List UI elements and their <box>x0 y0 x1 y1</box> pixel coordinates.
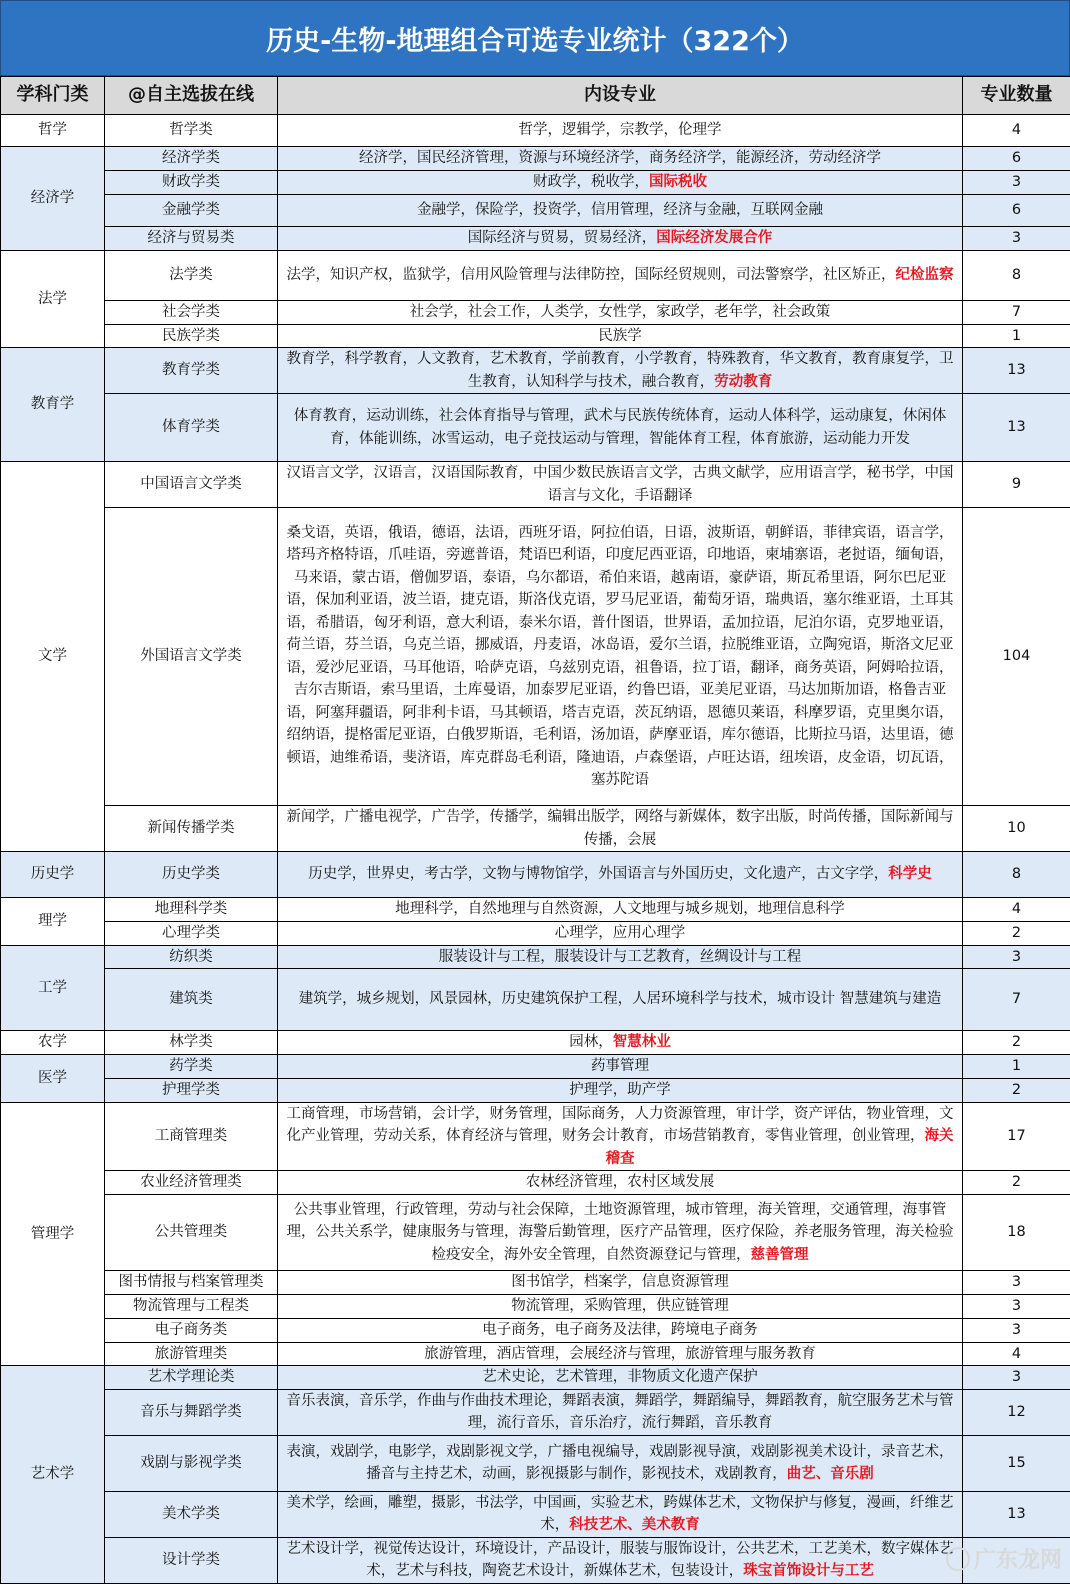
discipline-cell: 经济学 <box>1 147 105 251</box>
table-row <box>1 1435 1070 1491</box>
majors-cell <box>278 922 963 946</box>
table-row <box>1 922 1070 946</box>
majors-cell <box>278 1366 963 1390</box>
table-row <box>1 1171 1070 1195</box>
discipline-cell: 理学 <box>1 898 105 946</box>
count-cell: 2 <box>963 922 1070 946</box>
majors-cell <box>278 898 963 922</box>
majors-cell <box>278 170 963 194</box>
watermark-logo-icon <box>946 1547 970 1571</box>
count-cell: 13 <box>963 394 1070 462</box>
discipline-cell: 农学 <box>1 1031 105 1055</box>
majors-cell <box>278 852 963 898</box>
table-row <box>1 1342 1070 1366</box>
majors-text: 财政学，税收学， <box>533 174 649 190</box>
table-row <box>1 1318 1070 1342</box>
class-cell: 教育学类 <box>105 348 278 394</box>
majors-cell <box>278 945 963 969</box>
table-row <box>1 898 1070 922</box>
count-cell: 6 <box>963 194 1070 226</box>
majors-text: 国际经济与贸易，贸易经济， <box>468 230 657 246</box>
class-cell: 财政学类 <box>105 170 278 194</box>
majors-cell <box>278 115 963 147</box>
highlight-major: 慈善管理 <box>751 1247 809 1263</box>
majors-text: 工商管理，市场营销，会计学，财务管理，国际商务，人力资源管理，审计学，资产评估，物业管理，文化产业管理，劳动关系，体育经济与管理，财务会计教育，市场营销教育，零售业管理，创业管理， <box>287 1106 954 1145</box>
class-cell: 纺织类 <box>105 945 278 969</box>
table-row <box>1 1366 1070 1390</box>
table-row <box>1 969 1070 1031</box>
count-cell: 104 <box>963 508 1070 806</box>
table-row <box>1 170 1070 194</box>
count-cell: 1 <box>963 324 1070 348</box>
table-row <box>1 147 1070 171</box>
class-cell: 农业经济管理类 <box>105 1171 278 1195</box>
majors-text: 法学，知识产权，监狱学，信用风险管理与法律防控，国际经贸规则，司法警察学，社区矫正， <box>287 267 896 283</box>
highlight-major: 劳动教育 <box>714 374 772 390</box>
table-row <box>1 1295 1070 1319</box>
class-cell: 美术学类 <box>105 1491 278 1537</box>
count-cell: 13 <box>963 348 1070 394</box>
majors-cell <box>278 1491 963 1537</box>
class-cell: 音乐与舞蹈学类 <box>105 1389 278 1435</box>
majors-cell <box>278 508 963 806</box>
majors-cell <box>278 1295 963 1319</box>
table-row <box>1 1537 1070 1583</box>
table-row <box>1 462 1070 508</box>
majors-cell <box>278 147 963 171</box>
count-cell: 8 <box>963 852 1070 898</box>
table-row <box>1 1031 1070 1055</box>
table-row <box>1 300 1070 324</box>
discipline-cell: 法学 <box>1 250 105 348</box>
highlight-major: 科学史 <box>888 866 932 882</box>
majors-text: 汉语言文学，汉语言，汉语国际教育，中国少数民族语言文学，古典文献学，应用语言学，秘书学，中国语言与文化，手语翻译 <box>287 465 954 504</box>
count-cell: 17 <box>963 1102 1070 1171</box>
class-cell: 物流管理与工程类 <box>105 1295 278 1319</box>
table-row <box>1 945 1070 969</box>
majors-text: 图书馆学，档案学，信息资源管理 <box>511 1274 729 1290</box>
count-cell: 4 <box>963 115 1070 147</box>
count-cell: 9 <box>963 462 1070 508</box>
count-cell: 10 <box>963 806 1070 852</box>
count-cell: 2 <box>963 1031 1070 1055</box>
majors-text: 服装设计与工程，服装设计与工艺教育，丝绸设计与工程 <box>439 949 802 965</box>
count-cell: 3 <box>963 170 1070 194</box>
class-cell: 外国语言文学类 <box>105 508 278 806</box>
majors-text: 艺术史论，艺术管理，非物质文化遗产保护 <box>482 1369 758 1385</box>
highlight-major: 科技艺术、美术教育 <box>569 1517 700 1533</box>
highlight-major: 珠宝首饰设计与工艺 <box>743 1563 874 1579</box>
majors-text: 园林， <box>569 1034 613 1050</box>
header-discipline: 学科门类 <box>1 77 105 115</box>
majors-text: 建筑学，城乡规划，风景园林，历史建筑保护工程，人居环境科学与技术，城市设计 智慧建筑与建造 <box>299 991 942 1007</box>
class-cell: 心理学类 <box>105 922 278 946</box>
majors-cell <box>278 394 963 462</box>
majors-text: 美术学，绘画，雕塑，摄影，书法学，中国画，实验艺术，跨媒体艺术，文物保护与修复，漫画，纤维艺术， <box>287 1495 954 1534</box>
watermark-text: 广东龙网 <box>974 1543 1062 1574</box>
class-cell: 社会学类 <box>105 300 278 324</box>
discipline-cell: 管理学 <box>1 1102 105 1366</box>
majors-text: 农林经济管理，农村区域发展 <box>526 1174 715 1190</box>
majors-table <box>0 76 1070 1584</box>
count-cell: 18 <box>963 1195 1070 1271</box>
discipline-cell: 工学 <box>1 945 105 1031</box>
majors-text: 体育教育，运动训练，社会体育指导与管理，武术与民族传统体育，运动人体科学，运动康复，休闲体育，体能训练，冰雪运动，电子竞技运动与管理，智能体育工程，体育旅游，运动能力开发 <box>294 408 947 447</box>
count-cell: 8 <box>963 250 1070 300</box>
table-row <box>1 226 1070 250</box>
highlight-major: 国际经济发展合作 <box>656 230 772 246</box>
class-cell: 体育学类 <box>105 394 278 462</box>
majors-text: 电子商务，电子商务及法律，跨境电子商务 <box>482 1322 758 1338</box>
majors-cell <box>278 1435 963 1491</box>
discipline-cell: 艺术学 <box>1 1366 105 1584</box>
class-cell: 新闻传播学类 <box>105 806 278 852</box>
highlight-major: 纪检监察 <box>896 267 954 283</box>
table-row <box>1 1389 1070 1435</box>
majors-cell <box>278 462 963 508</box>
highlight-major: 国际税收 <box>649 174 707 190</box>
class-cell: 哲学类 <box>105 115 278 147</box>
table-row <box>1 806 1070 852</box>
majors-text: 物流管理，采购管理，供应链管理 <box>511 1298 729 1314</box>
discipline-cell: 医学 <box>1 1055 105 1103</box>
majors-text: 表演，戏剧学，电影学，戏剧影视文学，广播电视编导，戏剧影视导演，戏剧影视美术设计，录音艺术，播音与主持艺术，动画，影视摄影与制作，影视技术，戏剧教育， <box>287 1444 954 1483</box>
majors-cell <box>278 1171 963 1195</box>
class-cell: 历史学类 <box>105 852 278 898</box>
class-cell: 公共管理类 <box>105 1195 278 1271</box>
class-cell: 经济学类 <box>105 147 278 171</box>
header-count: 专业数量 <box>963 77 1070 115</box>
class-cell: 工商管理类 <box>105 1102 278 1171</box>
table-row <box>1 1491 1070 1537</box>
majors-cell <box>278 806 963 852</box>
count-cell: 3 <box>963 945 1070 969</box>
count-cell: 3 <box>963 1366 1070 1390</box>
majors-cell <box>278 1271 963 1295</box>
majors-cell <box>278 194 963 226</box>
discipline-cell: 教育学 <box>1 348 105 462</box>
class-cell: 戏剧与影视学类 <box>105 1435 278 1491</box>
count-cell: 4 <box>963 898 1070 922</box>
table-row <box>1 1055 1070 1079</box>
majors-text: 旅游管理，酒店管理，会展经济与管理，旅游管理与服务教育 <box>424 1346 816 1362</box>
class-cell: 林学类 <box>105 1031 278 1055</box>
count-cell: 15 <box>963 1435 1070 1491</box>
majors-text: 社会学，社会工作，人类学，女性学，家政学，老年学，社会政策 <box>410 304 831 320</box>
class-cell: 金融学类 <box>105 194 278 226</box>
class-cell: 电子商务类 <box>105 1318 278 1342</box>
majors-text: 金融学，保险学，投资学，信用管理，经济与金融，互联网金融 <box>417 202 823 218</box>
count-cell: 4 <box>963 1342 1070 1366</box>
class-cell: 建筑类 <box>105 969 278 1031</box>
majors-text: 桑戈语，英语，俄语，德语，法语，西班牙语，阿拉伯语，日语，波斯语，朝鲜语，菲律宾语，语言学，塔玛齐格特语，爪哇语，旁遮普语，梵语巴利语，印度尼西亚语，印地语，柬埔寨语，老挝语，缅甸语，马来语，蒙古语，僧伽罗语，泰语，乌尔都语，希伯来语，越南语，豪萨语，斯瓦希里语，阿尔巴尼亚语，保加利亚语，波兰语，捷克语，斯洛伐克语，罗马尼亚语，葡萄牙语，瑞典语，塞尔维亚语，土耳其语，希腊语，匈牙利语，意大利语，泰米尔语，普什图语，世界语，孟加拉语，尼泊尔语，克罗地亚语，荷兰语，芬兰语，乌克兰语，挪威语，丹麦语，冰岛语，爱尔兰语，拉脱维亚语，立陶宛语，斯洛文尼亚语，爱沙尼亚语，马耳他语，哈萨克语，乌兹别克语，祖鲁语，拉丁语，翻译，商务英语，阿姆哈拉语，吉尔吉斯语，索马里语，土库曼语，加泰罗尼亚语，约鲁巴语，亚美尼亚语，马达加斯加语，格鲁吉亚语，阿塞拜疆语，阿非利卡语，马其顿语，塔吉克语，茨瓦纳语，恩德贝莱语，科摩罗语，克里奥尔语，绍纳语，提格雷尼亚语，白俄罗斯语，毛利语，汤加语，萨摩亚语，库尔德语，比斯拉马语，达里语，德顿语，迪维希语，斐济语，库克群岛毛利语，隆迪语，卢森堡语，卢旺达语，纽埃语，皮金语，切瓦语，塞苏陀语 <box>287 525 954 789</box>
majors-cell <box>278 1537 963 1583</box>
majors-cell <box>278 226 963 250</box>
table-body <box>1 115 1070 1584</box>
discipline-cell: 历史学 <box>1 852 105 898</box>
header-majors: 内设专业 <box>278 77 963 115</box>
majors-text: 教育学，科学教育，人文教育，艺术教育，学前教育，小学教育，特殊教育，华文教育，教育康复学，卫生教育，认知科学与技术，融合教育， <box>287 351 954 390</box>
class-cell: 护理学类 <box>105 1078 278 1102</box>
majors-cell <box>278 1078 963 1102</box>
majors-text: 艺术设计学，视觉传达设计，环境设计，产品设计，服装与服饰设计，公共艺术，工艺美术，数字媒体艺术，艺术与科技，陶瓷艺术设计，新媒体艺术，包装设计， <box>287 1541 954 1580</box>
table-row <box>1 508 1070 806</box>
count-cell: 2 <box>963 1171 1070 1195</box>
majors-cell <box>278 250 963 300</box>
class-cell: 法学类 <box>105 250 278 300</box>
table-row <box>1 194 1070 226</box>
class-cell: 设计学类 <box>105 1537 278 1583</box>
page-title: 历史-生物-地理组合可选专业统计（322个） <box>0 0 1070 76</box>
header-class: @自主选拔在线 <box>105 77 278 115</box>
watermark <box>946 1543 1062 1574</box>
class-cell: 民族学类 <box>105 324 278 348</box>
majors-text: 心理学，应用心理学 <box>555 925 686 941</box>
table-row <box>1 115 1070 147</box>
table-row <box>1 1195 1070 1271</box>
count-cell: 1 <box>963 1055 1070 1079</box>
header-row <box>1 77 1070 115</box>
majors-cell <box>278 969 963 1031</box>
table-row <box>1 1271 1070 1295</box>
majors-cell <box>278 348 963 394</box>
table-row <box>1 1102 1070 1171</box>
class-cell: 图书情报与档案管理类 <box>105 1271 278 1295</box>
count-cell: 7 <box>963 969 1070 1031</box>
count-cell: 6 <box>963 147 1070 171</box>
count-cell: 3 <box>963 226 1070 250</box>
majors-cell <box>278 1318 963 1342</box>
majors-cell <box>278 1342 963 1366</box>
majors-cell <box>278 1102 963 1171</box>
class-cell: 艺术学理论类 <box>105 1366 278 1390</box>
discipline-cell: 哲学 <box>1 115 105 147</box>
discipline-cell: 文学 <box>1 462 105 852</box>
table-row <box>1 394 1070 462</box>
majors-text: 历史学，世界史，考古学，文物与博物馆学，外国语言与外国历史，文化遗产，古文字学， <box>308 866 888 882</box>
majors-text: 哲学，逻辑学，宗教学，伦理学 <box>519 122 722 138</box>
count-cell: 3 <box>963 1318 1070 1342</box>
majors-cell <box>278 324 963 348</box>
majors-cell <box>278 1389 963 1435</box>
majors-cell <box>278 1195 963 1271</box>
count-cell: 3 <box>963 1295 1070 1319</box>
highlight-major: 智慧林业 <box>613 1034 671 1050</box>
table-row <box>1 348 1070 394</box>
count-cell: 13 <box>963 1491 1070 1537</box>
majors-cell <box>278 300 963 324</box>
majors-text: 民族学 <box>598 328 642 344</box>
table-row <box>1 250 1070 300</box>
majors-text: 地理科学，自然地理与自然资源，人文地理与城乡规划，地理信息科学 <box>395 901 845 917</box>
highlight-major: 曲艺、音乐剧 <box>787 1466 874 1482</box>
majors-text: 药事管理 <box>591 1058 649 1074</box>
class-cell: 中国语言文学类 <box>105 462 278 508</box>
majors-cell <box>278 1031 963 1055</box>
class-cell: 药学类 <box>105 1055 278 1079</box>
class-cell: 经济与贸易类 <box>105 226 278 250</box>
count-cell: 2 <box>963 1078 1070 1102</box>
table-row <box>1 1078 1070 1102</box>
class-cell: 旅游管理类 <box>105 1342 278 1366</box>
count-cell: 7 <box>963 300 1070 324</box>
majors-cell <box>278 1055 963 1079</box>
majors-text: 公共事业管理，行政管理，劳动与社会保障，土地资源管理，城市管理，海关管理，交通管理，海事管理，公共关系学，健康服务与管理，海警后勤管理，医疗产品管理，医疗保险，养老服务管理，海关检验检疫安全，海外安全管理，自然资源登记与管理， <box>287 1202 954 1263</box>
majors-text: 护理学，助产学 <box>569 1082 671 1098</box>
highlight-major: 海关稽查 <box>606 1128 954 1167</box>
table-row <box>1 852 1070 898</box>
majors-text: 经济学，国民经济管理，资源与环境经济学，商务经济学，能源经济，劳动经济学 <box>359 150 881 166</box>
majors-text: 新闻学，广播电视学，广告学，传播学，编辑出版学，网络与新媒体，数字出版，时尚传播，国际新闻与传播，会展 <box>287 809 954 848</box>
table-row <box>1 324 1070 348</box>
class-cell: 地理科学类 <box>105 898 278 922</box>
count-cell: 12 <box>963 1389 1070 1435</box>
majors-text: 音乐表演，音乐学，作曲与作曲技术理论，舞蹈表演，舞蹈学，舞蹈编导，舞蹈教育，航空服务艺术与管理，流行音乐，音乐治疗，流行舞蹈，音乐教育 <box>287 1393 954 1432</box>
count-cell: 3 <box>963 1271 1070 1295</box>
